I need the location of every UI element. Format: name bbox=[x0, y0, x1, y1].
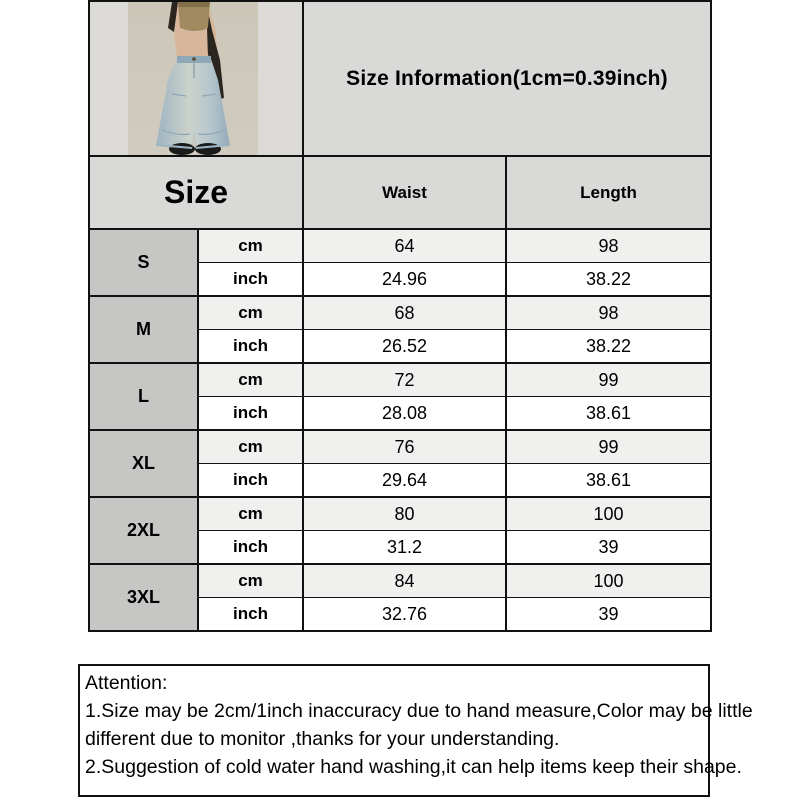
attention-heading: Attention: bbox=[85, 672, 168, 694]
header-row bbox=[89, 156, 711, 229]
value-2xl-length-inch: 39 bbox=[506, 531, 711, 565]
table-row-2xl-cm bbox=[89, 497, 711, 531]
unit-label-inch: inch bbox=[198, 598, 303, 632]
column-header-length: Length bbox=[580, 182, 637, 202]
model-left-shoe bbox=[169, 143, 195, 155]
value-l-length-cm: 99 bbox=[506, 363, 711, 397]
value-m-waist-cm: 68 bbox=[303, 296, 506, 330]
value-3xl-length-inch: 39 bbox=[506, 598, 711, 632]
value-s-waist-cm: 64 bbox=[303, 229, 506, 263]
unit-label-cm: cm bbox=[198, 497, 303, 531]
table-row-xl-cm bbox=[89, 430, 711, 464]
table-row-m-cm bbox=[89, 296, 711, 330]
size-table bbox=[88, 0, 712, 632]
product-photo-cell bbox=[89, 1, 303, 156]
top-row bbox=[89, 1, 711, 156]
value-3xl-waist-cm: 84 bbox=[303, 564, 506, 598]
table-row-3xl-cm bbox=[89, 564, 711, 598]
value-l-waist-inch: 28.08 bbox=[303, 397, 506, 431]
model-top-edge bbox=[178, 2, 210, 7]
unit-label-cm: cm bbox=[198, 296, 303, 330]
value-s-length-inch: 38.22 bbox=[506, 263, 711, 297]
size-label-3xl: 3XL bbox=[89, 564, 198, 631]
value-xl-waist-inch: 29.64 bbox=[303, 464, 506, 498]
value-m-length-inch: 38.22 bbox=[506, 330, 711, 364]
attention-note-2: 2.Suggestion of cold water hand washing,it can help items keep their shape. bbox=[85, 756, 742, 778]
value-s-length-cm: 98 bbox=[506, 229, 711, 263]
size-label-xl: XL bbox=[89, 430, 198, 497]
unit-label-cm: cm bbox=[198, 430, 303, 464]
unit-label-inch: inch bbox=[198, 464, 303, 498]
model-midriff bbox=[180, 28, 208, 58]
value-2xl-waist-cm: 80 bbox=[303, 497, 506, 531]
unit-label-inch: inch bbox=[198, 397, 303, 431]
size-header-label: Size bbox=[163, 174, 229, 210]
jeans-button bbox=[192, 57, 196, 61]
attention-note-1-line-1: 1.Size may be 2cm/1inch inaccuracy due to hand measure,Color may be little bbox=[85, 700, 753, 722]
size-info-title: Size Information(1cm=0.39inch) bbox=[346, 66, 668, 90]
size-label-m: M bbox=[89, 296, 198, 363]
table-row-l-cm bbox=[89, 363, 711, 397]
value-m-length-cm: 98 bbox=[506, 296, 711, 330]
value-2xl-length-cm: 100 bbox=[506, 497, 711, 531]
value-s-waist-inch: 24.96 bbox=[303, 263, 506, 297]
value-l-waist-cm: 72 bbox=[303, 363, 506, 397]
size-label-l: L bbox=[89, 363, 198, 430]
attention-note-1-line-2: different due to monitor ,thanks for your understanding. bbox=[85, 728, 560, 750]
value-3xl-length-cm: 100 bbox=[506, 564, 711, 598]
value-2xl-waist-inch: 31.2 bbox=[303, 531, 506, 565]
value-3xl-waist-inch: 32.76 bbox=[303, 598, 506, 632]
attention-box bbox=[78, 664, 753, 797]
length-header-cell bbox=[506, 156, 711, 229]
model-figure bbox=[128, 2, 258, 155]
size-label-s: S bbox=[89, 229, 198, 296]
table-row-s-cm bbox=[89, 229, 711, 263]
value-m-waist-inch: 26.52 bbox=[303, 330, 506, 364]
unit-label-inch: inch bbox=[198, 330, 303, 364]
size-label-2xl: 2XL bbox=[89, 497, 198, 564]
title-cell bbox=[303, 1, 711, 156]
value-xl-length-inch: 38.61 bbox=[506, 464, 711, 498]
column-header-waist: Waist bbox=[382, 182, 427, 202]
size-header-cell bbox=[89, 156, 303, 229]
unit-label-cm: cm bbox=[198, 363, 303, 397]
unit-label-inch: inch bbox=[198, 263, 303, 297]
value-l-length-inch: 38.61 bbox=[506, 397, 711, 431]
value-xl-length-cm: 99 bbox=[506, 430, 711, 464]
product-photo bbox=[128, 2, 258, 155]
unit-label-inch: inch bbox=[198, 531, 303, 565]
unit-label-cm: cm bbox=[198, 564, 303, 598]
model-right-shoe bbox=[195, 143, 221, 155]
unit-label-cm: cm bbox=[198, 229, 303, 263]
waist-header-cell bbox=[303, 156, 506, 229]
value-xl-waist-cm: 76 bbox=[303, 430, 506, 464]
